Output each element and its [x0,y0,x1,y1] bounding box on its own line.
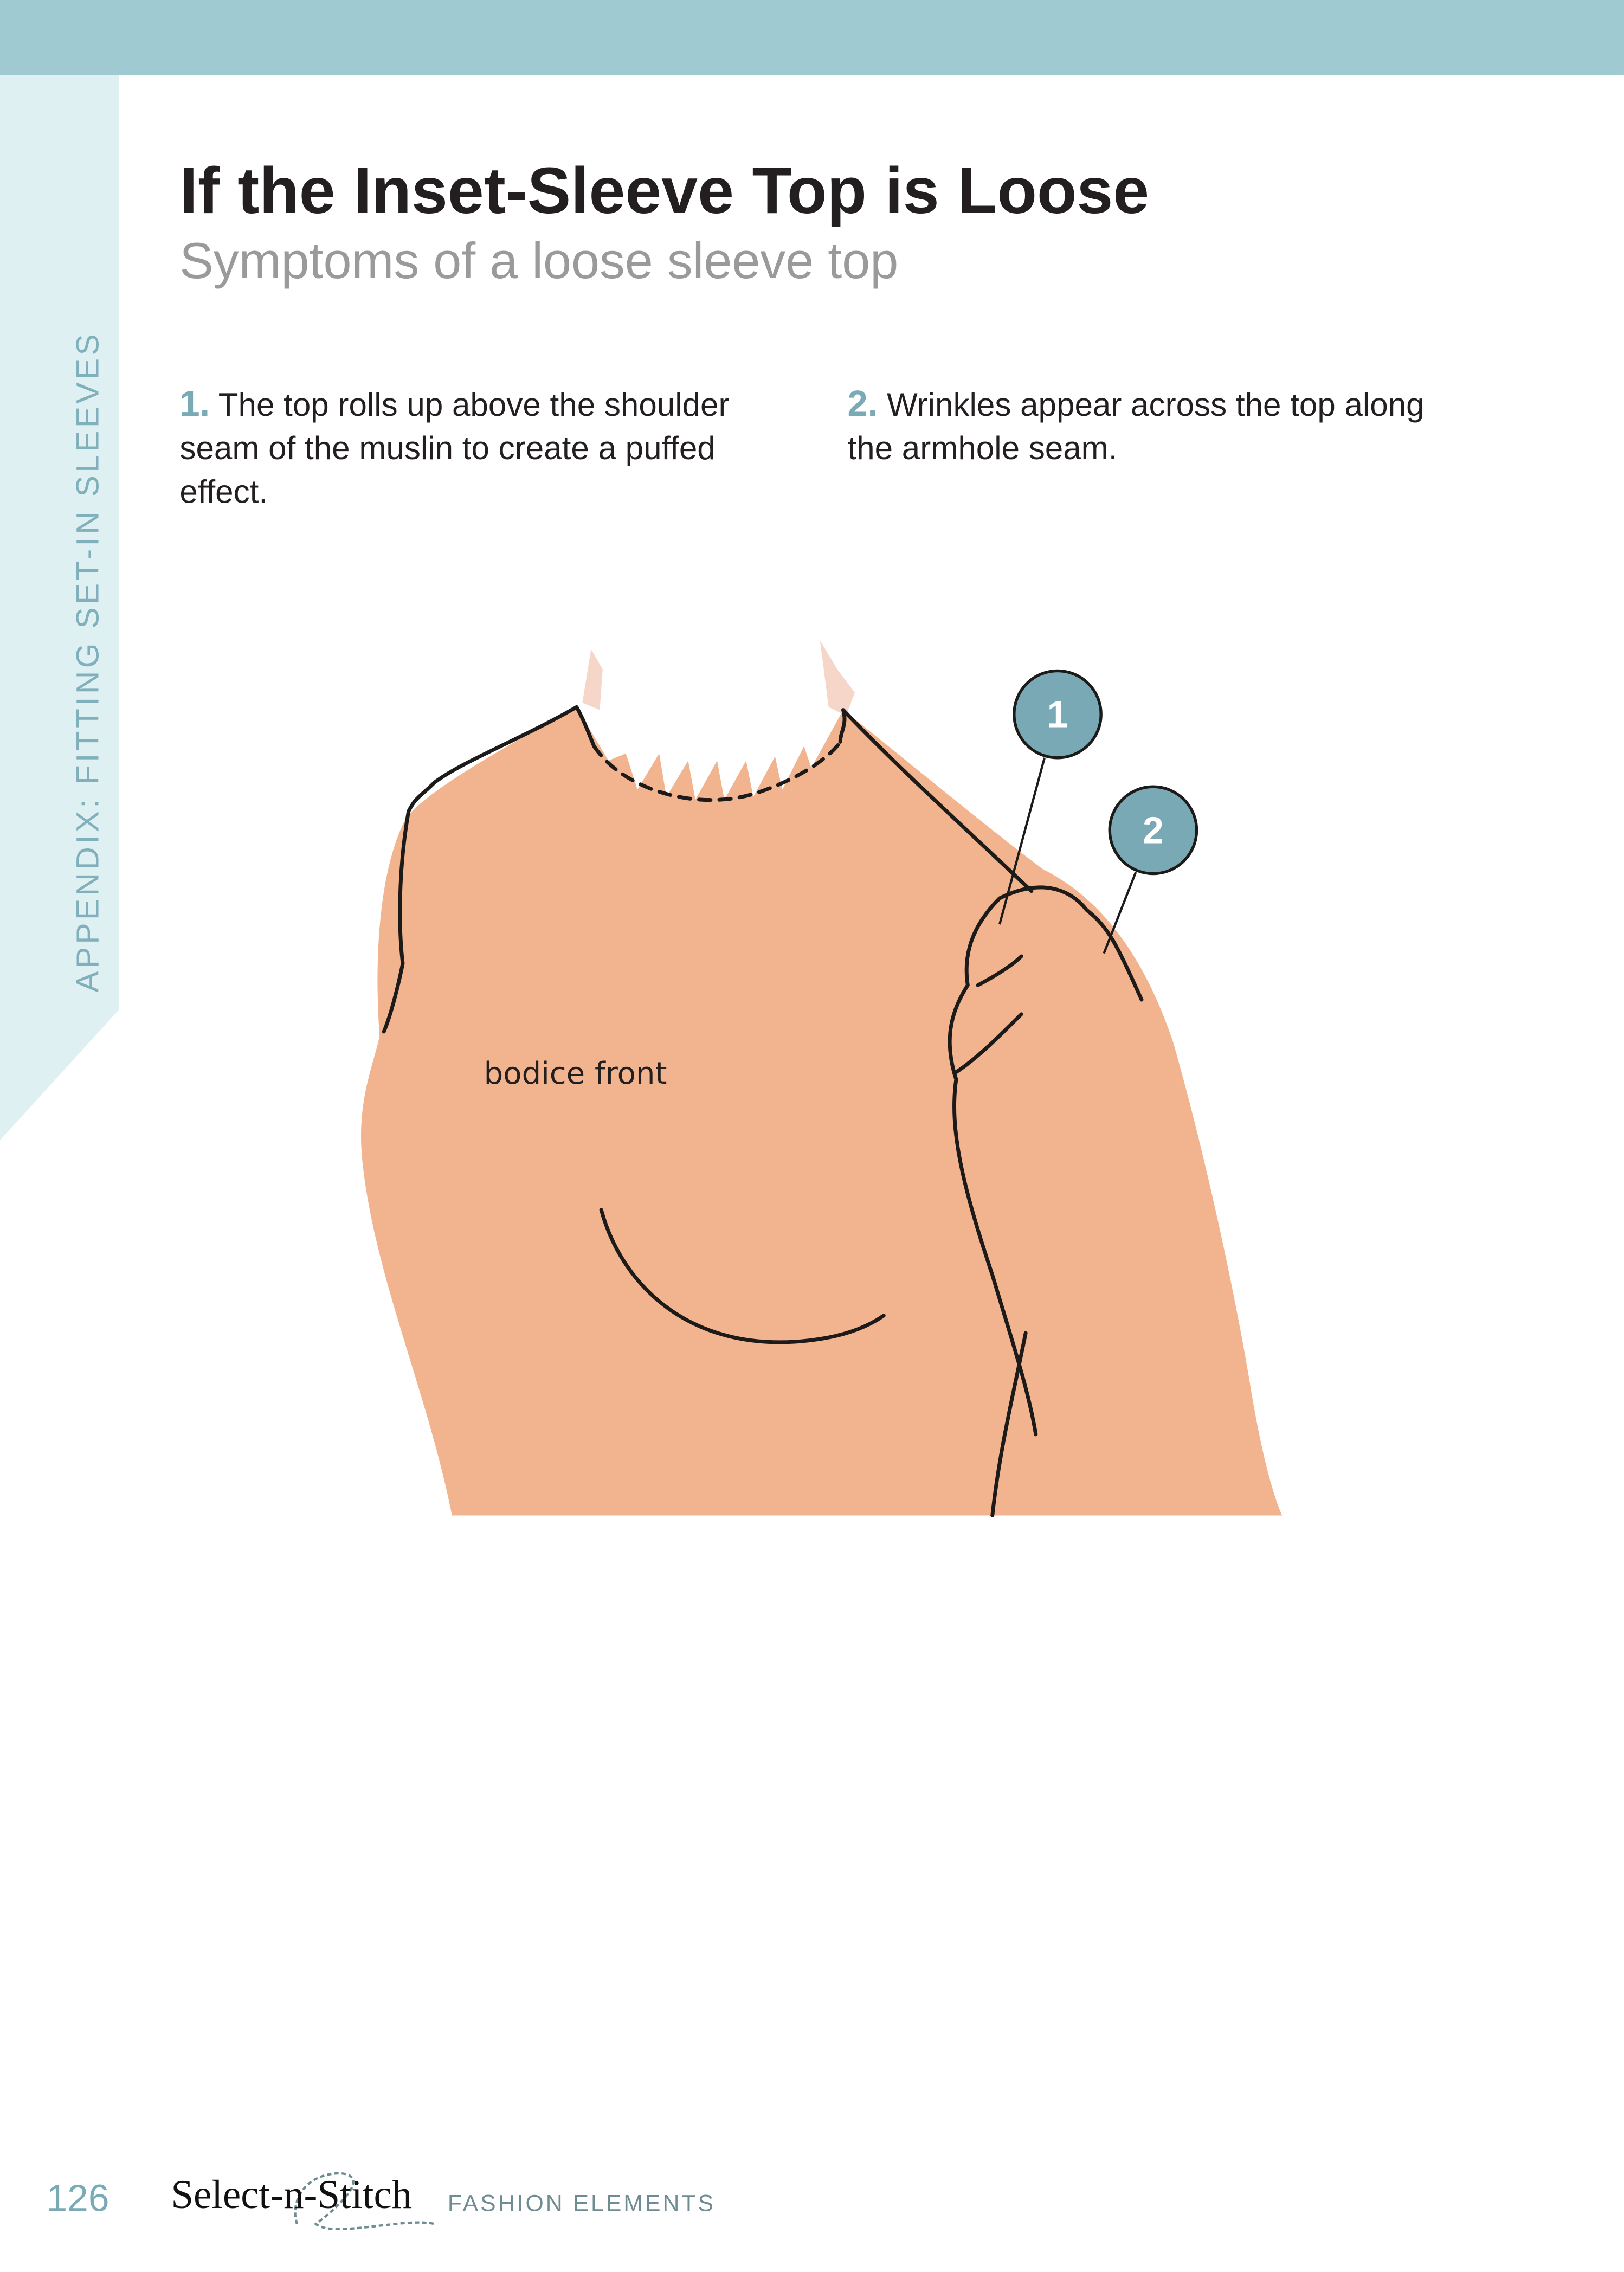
callout-1-number: 1 [1047,693,1068,736]
section-label: APPENDIX: FITTING SET-IN SLEEVES [69,331,106,993]
callout-2-number: 2 [1143,809,1164,852]
symptom-number: 1. [179,384,210,425]
page-subtitle: Symptoms of a loose sleeve top [179,233,899,290]
brand-name: FASHION ELEMENTS [447,2192,716,2217]
symptom-text: Wrinkles appear across the top along the armhole seam. [847,387,1425,467]
bodice-label: bodice front [484,1056,667,1092]
logo: Select-n-Stitch [171,2173,413,2218]
page-title: If the Inset-Sleeve Top is Loose [179,153,1150,228]
neck-tabs [582,640,854,716]
symptom-number: 2. [847,384,878,425]
page-number: 126 [46,2176,109,2220]
symptom-text: The top rolls up above the shoulder seam of the muslin to create a puffed effect. [179,387,730,510]
